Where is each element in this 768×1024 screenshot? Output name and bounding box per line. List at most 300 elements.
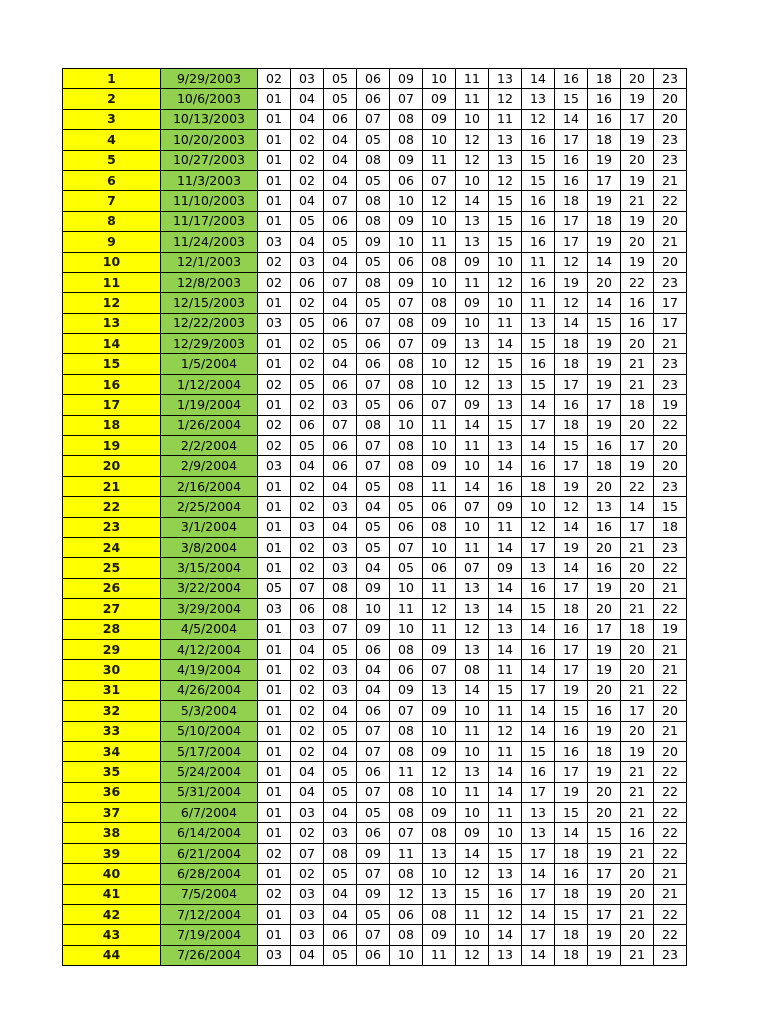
number-cell[interactable]: 10	[456, 517, 489, 537]
number-cell[interactable]: 10	[423, 211, 456, 231]
number-cell[interactable]: 20	[621, 334, 654, 354]
number-cell[interactable]: 21	[654, 232, 687, 252]
row-index-cell[interactable]: 19	[63, 436, 161, 456]
number-cell[interactable]: 08	[390, 313, 423, 333]
number-cell[interactable]: 19	[555, 680, 588, 700]
number-cell[interactable]: 09	[423, 803, 456, 823]
number-cell[interactable]: 11	[489, 701, 522, 721]
number-cell[interactable]: 09	[423, 639, 456, 659]
number-cell[interactable]: 11	[456, 782, 489, 802]
number-cell[interactable]: 08	[324, 578, 357, 598]
number-cell[interactable]: 15	[522, 741, 555, 761]
row-index-cell[interactable]: 16	[63, 374, 161, 394]
row-index-cell[interactable]: 17	[63, 395, 161, 415]
number-cell[interactable]: 17	[621, 436, 654, 456]
number-cell[interactable]: 14	[555, 313, 588, 333]
number-cell[interactable]: 20	[621, 558, 654, 578]
number-cell[interactable]: 21	[621, 191, 654, 211]
number-cell[interactable]: 16	[555, 619, 588, 639]
number-cell[interactable]: 08	[390, 130, 423, 150]
number-cell[interactable]: 10	[456, 109, 489, 129]
number-cell[interactable]: 15	[489, 680, 522, 700]
number-cell[interactable]: 11	[489, 741, 522, 761]
number-cell[interactable]: 20	[621, 232, 654, 252]
number-cell[interactable]: 21	[621, 599, 654, 619]
number-cell[interactable]: 17	[588, 864, 621, 884]
number-cell[interactable]: 06	[291, 272, 324, 292]
number-cell[interactable]: 21	[621, 782, 654, 802]
number-cell[interactable]: 09	[456, 252, 489, 272]
date-cell[interactable]: 1/12/2004	[161, 374, 258, 394]
number-cell[interactable]: 14	[489, 762, 522, 782]
number-cell[interactable]: 17	[555, 456, 588, 476]
number-cell[interactable]: 09	[456, 395, 489, 415]
number-cell[interactable]: 04	[291, 191, 324, 211]
number-cell[interactable]: 19	[621, 252, 654, 272]
number-cell[interactable]: 07	[324, 619, 357, 639]
number-cell[interactable]: 12	[456, 619, 489, 639]
number-cell[interactable]: 04	[324, 741, 357, 761]
number-cell[interactable]: 06	[357, 945, 390, 965]
number-cell[interactable]: 07	[324, 415, 357, 435]
number-cell[interactable]: 12	[522, 517, 555, 537]
number-cell[interactable]: 04	[357, 680, 390, 700]
number-cell[interactable]: 13	[423, 884, 456, 904]
number-cell[interactable]: 18	[555, 945, 588, 965]
number-cell[interactable]: 02	[291, 170, 324, 190]
number-cell[interactable]: 08	[423, 517, 456, 537]
number-cell[interactable]: 08	[456, 660, 489, 680]
number-cell[interactable]: 07	[291, 578, 324, 598]
number-cell[interactable]: 10	[423, 782, 456, 802]
number-cell[interactable]: 14	[456, 415, 489, 435]
number-cell[interactable]: 15	[522, 334, 555, 354]
number-cell[interactable]: 07	[456, 497, 489, 517]
number-cell[interactable]: 09	[423, 741, 456, 761]
number-cell[interactable]: 05	[291, 211, 324, 231]
number-cell[interactable]: 08	[390, 721, 423, 741]
number-cell[interactable]: 10	[456, 313, 489, 333]
number-cell[interactable]: 13	[489, 945, 522, 965]
number-cell[interactable]: 08	[423, 293, 456, 313]
number-cell[interactable]: 17	[555, 660, 588, 680]
number-cell[interactable]: 18	[654, 517, 687, 537]
row-index-cell[interactable]: 8	[63, 211, 161, 231]
number-cell[interactable]: 04	[324, 170, 357, 190]
number-cell[interactable]: 07	[357, 374, 390, 394]
number-cell[interactable]: 02	[291, 130, 324, 150]
number-cell[interactable]: 04	[324, 803, 357, 823]
number-cell[interactable]: 01	[258, 130, 291, 150]
number-cell[interactable]: 06	[357, 639, 390, 659]
number-cell[interactable]: 06	[357, 823, 390, 843]
number-cell[interactable]: 13	[456, 639, 489, 659]
number-cell[interactable]: 17	[588, 619, 621, 639]
number-cell[interactable]: 17	[555, 578, 588, 598]
row-index-cell[interactable]: 14	[63, 334, 161, 354]
number-cell[interactable]: 08	[390, 436, 423, 456]
number-cell[interactable]: 10	[456, 803, 489, 823]
number-cell[interactable]: 10	[423, 130, 456, 150]
number-cell[interactable]: 17	[555, 232, 588, 252]
number-cell[interactable]: 19	[621, 456, 654, 476]
number-cell[interactable]: 20	[588, 537, 621, 557]
number-cell[interactable]: 12	[555, 293, 588, 313]
number-cell[interactable]: 02	[291, 680, 324, 700]
number-cell[interactable]: 08	[423, 823, 456, 843]
number-cell[interactable]: 09	[390, 150, 423, 170]
number-cell[interactable]: 05	[357, 537, 390, 557]
number-cell[interactable]: 14	[555, 517, 588, 537]
number-cell[interactable]: 05	[291, 374, 324, 394]
number-cell[interactable]: 05	[357, 130, 390, 150]
number-cell[interactable]: 05	[390, 558, 423, 578]
number-cell[interactable]: 16	[489, 884, 522, 904]
number-cell[interactable]: 02	[258, 272, 291, 292]
number-cell[interactable]: 21	[654, 639, 687, 659]
number-cell[interactable]: 13	[423, 680, 456, 700]
row-index-cell[interactable]: 20	[63, 456, 161, 476]
number-cell[interactable]: 12	[489, 272, 522, 292]
number-cell[interactable]: 09	[390, 272, 423, 292]
number-cell[interactable]: 09	[456, 293, 489, 313]
number-cell[interactable]: 22	[654, 680, 687, 700]
number-cell[interactable]: 01	[258, 782, 291, 802]
number-cell[interactable]: 14	[555, 823, 588, 843]
number-cell[interactable]: 15	[555, 436, 588, 456]
number-cell[interactable]: 17	[621, 701, 654, 721]
number-cell[interactable]: 02	[291, 721, 324, 741]
number-cell[interactable]: 07	[324, 272, 357, 292]
number-cell[interactable]: 13	[456, 578, 489, 598]
number-cell[interactable]: 14	[522, 945, 555, 965]
date-cell[interactable]: 12/29/2003	[161, 334, 258, 354]
date-cell[interactable]: 12/22/2003	[161, 313, 258, 333]
number-cell[interactable]: 23	[654, 272, 687, 292]
number-cell[interactable]: 08	[357, 272, 390, 292]
number-cell[interactable]: 11	[456, 436, 489, 456]
number-cell[interactable]: 11	[456, 89, 489, 109]
number-cell[interactable]: 19	[621, 211, 654, 231]
number-cell[interactable]: 16	[522, 191, 555, 211]
number-cell[interactable]: 12	[489, 170, 522, 190]
number-cell[interactable]: 05	[357, 252, 390, 272]
number-cell[interactable]: 16	[555, 741, 588, 761]
number-cell[interactable]: 21	[621, 945, 654, 965]
number-cell[interactable]: 20	[654, 211, 687, 231]
number-cell[interactable]: 23	[654, 130, 687, 150]
number-cell[interactable]: 01	[258, 517, 291, 537]
number-cell[interactable]: 10	[489, 823, 522, 843]
number-cell[interactable]: 17	[555, 211, 588, 231]
number-cell[interactable]: 07	[357, 721, 390, 741]
number-cell[interactable]: 17	[522, 680, 555, 700]
number-cell[interactable]: 14	[555, 109, 588, 129]
number-cell[interactable]: 07	[390, 537, 423, 557]
row-index-cell[interactable]: 21	[63, 476, 161, 496]
number-cell[interactable]: 16	[621, 293, 654, 313]
number-cell[interactable]: 08	[390, 803, 423, 823]
number-cell[interactable]: 17	[555, 762, 588, 782]
number-cell[interactable]: 14	[522, 701, 555, 721]
number-cell[interactable]: 11	[489, 109, 522, 129]
number-cell[interactable]: 18	[555, 334, 588, 354]
number-cell[interactable]: 21	[621, 537, 654, 557]
number-cell[interactable]: 03	[258, 945, 291, 965]
date-cell[interactable]: 2/2/2004	[161, 436, 258, 456]
number-cell[interactable]: 10	[423, 721, 456, 741]
number-cell[interactable]: 12	[456, 354, 489, 374]
number-cell[interactable]: 17	[522, 843, 555, 863]
row-index-cell[interactable]: 2	[63, 89, 161, 109]
number-cell[interactable]: 01	[258, 660, 291, 680]
number-cell[interactable]: 08	[390, 782, 423, 802]
number-cell[interactable]: 07	[390, 823, 423, 843]
number-cell[interactable]: 09	[357, 232, 390, 252]
number-cell[interactable]: 21	[621, 354, 654, 374]
number-cell[interactable]: 07	[357, 741, 390, 761]
number-cell[interactable]: 06	[357, 762, 390, 782]
number-cell[interactable]: 01	[258, 762, 291, 782]
number-cell[interactable]: 11	[456, 905, 489, 925]
number-cell[interactable]: 13	[456, 762, 489, 782]
number-cell[interactable]: 19	[588, 232, 621, 252]
number-cell[interactable]: 06	[324, 374, 357, 394]
number-cell[interactable]: 13	[489, 395, 522, 415]
number-cell[interactable]: 06	[390, 660, 423, 680]
number-cell[interactable]: 18	[555, 925, 588, 945]
number-cell[interactable]: 18	[588, 741, 621, 761]
number-cell[interactable]: 12	[423, 599, 456, 619]
row-index-cell[interactable]: 6	[63, 170, 161, 190]
row-index-cell[interactable]: 43	[63, 925, 161, 945]
number-cell[interactable]: 02	[291, 150, 324, 170]
number-cell[interactable]: 15	[522, 599, 555, 619]
number-cell[interactable]: 19	[555, 272, 588, 292]
date-cell[interactable]: 4/12/2004	[161, 639, 258, 659]
number-cell[interactable]: 22	[654, 558, 687, 578]
number-cell[interactable]: 17	[621, 109, 654, 129]
number-cell[interactable]: 23	[654, 476, 687, 496]
row-index-cell[interactable]: 5	[63, 150, 161, 170]
number-cell[interactable]: 11	[456, 272, 489, 292]
date-cell[interactable]: 5/17/2004	[161, 741, 258, 761]
number-cell[interactable]: 01	[258, 619, 291, 639]
date-cell[interactable]: 5/24/2004	[161, 762, 258, 782]
date-cell[interactable]: 4/26/2004	[161, 680, 258, 700]
row-index-cell[interactable]: 37	[63, 803, 161, 823]
number-cell[interactable]: 10	[456, 456, 489, 476]
date-cell[interactable]: 1/26/2004	[161, 415, 258, 435]
number-cell[interactable]: 14	[522, 864, 555, 884]
number-cell[interactable]: 13	[456, 599, 489, 619]
number-cell[interactable]: 01	[258, 537, 291, 557]
number-cell[interactable]: 20	[588, 476, 621, 496]
number-cell[interactable]: 09	[423, 925, 456, 945]
number-cell[interactable]: 12	[489, 721, 522, 741]
number-cell[interactable]: 11	[489, 517, 522, 537]
number-cell[interactable]: 04	[324, 476, 357, 496]
number-cell[interactable]: 01	[258, 150, 291, 170]
date-cell[interactable]: 10/20/2003	[161, 130, 258, 150]
number-cell[interactable]: 13	[489, 436, 522, 456]
number-cell[interactable]: 12	[423, 762, 456, 782]
date-cell[interactable]: 6/14/2004	[161, 823, 258, 843]
number-cell[interactable]: 01	[258, 109, 291, 129]
number-cell[interactable]: 02	[258, 415, 291, 435]
number-cell[interactable]: 16	[555, 69, 588, 89]
number-cell[interactable]: 03	[291, 803, 324, 823]
date-cell[interactable]: 5/10/2004	[161, 721, 258, 741]
number-cell[interactable]: 12	[390, 884, 423, 904]
number-cell[interactable]: 17	[654, 313, 687, 333]
number-cell[interactable]: 08	[324, 599, 357, 619]
date-cell[interactable]: 7/26/2004	[161, 945, 258, 965]
number-cell[interactable]: 07	[357, 782, 390, 802]
number-cell[interactable]: 13	[522, 89, 555, 109]
number-cell[interactable]: 06	[390, 905, 423, 925]
number-cell[interactable]: 03	[291, 905, 324, 925]
number-cell[interactable]: 05	[324, 334, 357, 354]
number-cell[interactable]: 16	[555, 395, 588, 415]
number-cell[interactable]: 20	[621, 925, 654, 945]
row-index-cell[interactable]: 40	[63, 864, 161, 884]
number-cell[interactable]: 16	[588, 701, 621, 721]
number-cell[interactable]: 23	[654, 69, 687, 89]
number-cell[interactable]: 08	[357, 191, 390, 211]
number-cell[interactable]: 03	[324, 497, 357, 517]
number-cell[interactable]: 15	[555, 89, 588, 109]
date-cell[interactable]: 3/15/2004	[161, 558, 258, 578]
row-index-cell[interactable]: 10	[63, 252, 161, 272]
number-cell[interactable]: 20	[654, 741, 687, 761]
number-cell[interactable]: 19	[621, 130, 654, 150]
number-cell[interactable]: 07	[390, 701, 423, 721]
number-cell[interactable]: 10	[357, 599, 390, 619]
number-cell[interactable]: 14	[489, 639, 522, 659]
number-cell[interactable]: 19	[654, 395, 687, 415]
number-cell[interactable]: 13	[489, 69, 522, 89]
number-cell[interactable]: 20	[654, 89, 687, 109]
number-cell[interactable]: 15	[456, 884, 489, 904]
number-cell[interactable]: 10	[456, 701, 489, 721]
number-cell[interactable]: 13	[456, 232, 489, 252]
number-cell[interactable]: 10	[390, 945, 423, 965]
number-cell[interactable]: 19	[588, 415, 621, 435]
number-cell[interactable]: 09	[390, 211, 423, 231]
number-cell[interactable]: 20	[588, 803, 621, 823]
number-cell[interactable]: 15	[555, 803, 588, 823]
row-index-cell[interactable]: 23	[63, 517, 161, 537]
number-cell[interactable]: 05	[357, 476, 390, 496]
number-cell[interactable]: 13	[456, 334, 489, 354]
number-cell[interactable]: 19	[588, 639, 621, 659]
number-cell[interactable]: 20	[621, 578, 654, 598]
number-cell[interactable]: 13	[489, 864, 522, 884]
date-cell[interactable]: 3/29/2004	[161, 599, 258, 619]
number-cell[interactable]: 11	[522, 252, 555, 272]
number-cell[interactable]: 06	[324, 313, 357, 333]
number-cell[interactable]: 05	[324, 762, 357, 782]
date-cell[interactable]: 5/3/2004	[161, 701, 258, 721]
number-cell[interactable]: 17	[588, 905, 621, 925]
number-cell[interactable]: 02	[291, 476, 324, 496]
number-cell[interactable]: 08	[390, 354, 423, 374]
number-cell[interactable]: 19	[588, 191, 621, 211]
number-cell[interactable]: 22	[654, 823, 687, 843]
number-cell[interactable]: 16	[522, 456, 555, 476]
number-cell[interactable]: 19	[588, 721, 621, 741]
number-cell[interactable]: 23	[654, 354, 687, 374]
number-cell[interactable]: 02	[258, 69, 291, 89]
number-cell[interactable]: 12	[456, 945, 489, 965]
number-cell[interactable]: 15	[489, 843, 522, 863]
number-cell[interactable]: 14	[522, 619, 555, 639]
row-index-cell[interactable]: 9	[63, 232, 161, 252]
row-index-cell[interactable]: 1	[63, 69, 161, 89]
number-cell[interactable]: 02	[291, 558, 324, 578]
number-cell[interactable]: 05	[324, 721, 357, 741]
number-cell[interactable]: 13	[423, 843, 456, 863]
number-cell[interactable]: 08	[390, 639, 423, 659]
number-cell[interactable]: 20	[654, 252, 687, 272]
number-cell[interactable]: 10	[456, 925, 489, 945]
number-cell[interactable]: 20	[621, 660, 654, 680]
number-cell[interactable]: 03	[324, 537, 357, 557]
number-cell[interactable]: 03	[324, 660, 357, 680]
number-cell[interactable]: 11	[489, 660, 522, 680]
number-cell[interactable]: 12	[423, 191, 456, 211]
number-cell[interactable]: 04	[291, 456, 324, 476]
number-cell[interactable]: 16	[588, 89, 621, 109]
number-cell[interactable]: 04	[324, 517, 357, 537]
number-cell[interactable]: 16	[555, 150, 588, 170]
number-cell[interactable]: 12	[522, 109, 555, 129]
row-index-cell[interactable]: 41	[63, 884, 161, 904]
number-cell[interactable]: 14	[522, 905, 555, 925]
number-cell[interactable]: 16	[621, 823, 654, 843]
number-cell[interactable]: 13	[522, 803, 555, 823]
number-cell[interactable]: 15	[522, 170, 555, 190]
number-cell[interactable]: 17	[555, 130, 588, 150]
number-cell[interactable]: 11	[456, 537, 489, 557]
number-cell[interactable]: 07	[357, 925, 390, 945]
number-cell[interactable]: 11	[423, 150, 456, 170]
number-cell[interactable]: 08	[423, 905, 456, 925]
number-cell[interactable]: 15	[489, 211, 522, 231]
number-cell[interactable]: 07	[357, 436, 390, 456]
number-cell[interactable]: 03	[324, 395, 357, 415]
number-cell[interactable]: 04	[324, 701, 357, 721]
number-cell[interactable]: 06	[291, 415, 324, 435]
number-cell[interactable]: 08	[423, 252, 456, 272]
number-cell[interactable]: 05	[324, 89, 357, 109]
number-cell[interactable]: 07	[423, 170, 456, 190]
number-cell[interactable]: 17	[654, 293, 687, 313]
number-cell[interactable]: 03	[258, 599, 291, 619]
number-cell[interactable]: 06	[357, 69, 390, 89]
number-cell[interactable]: 16	[588, 109, 621, 129]
number-cell[interactable]: 02	[291, 660, 324, 680]
number-cell[interactable]: 01	[258, 741, 291, 761]
number-cell[interactable]: 17	[522, 925, 555, 945]
number-cell[interactable]: 20	[621, 639, 654, 659]
number-cell[interactable]: 12	[489, 905, 522, 925]
number-cell[interactable]: 12	[555, 252, 588, 272]
row-index-cell[interactable]: 32	[63, 701, 161, 721]
number-cell[interactable]: 20	[654, 436, 687, 456]
number-cell[interactable]: 16	[588, 517, 621, 537]
